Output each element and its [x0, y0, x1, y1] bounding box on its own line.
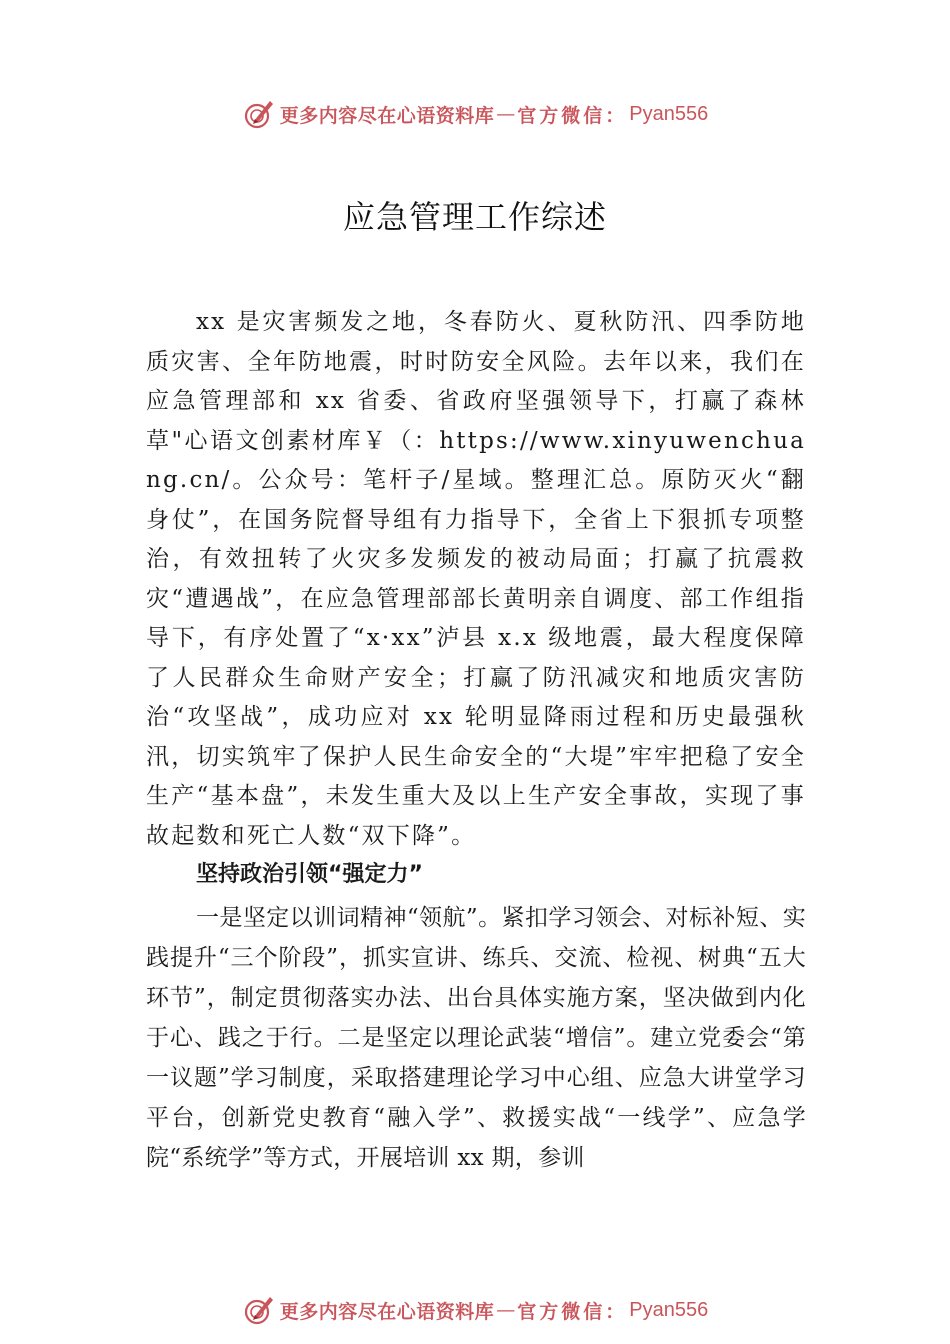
- footer-banner: [0, 1290, 950, 1330]
- section-heading: 坚持政治引领“强定力”: [196, 862, 423, 887]
- banner-text: 更多内容尽在心语资料库: [279, 104, 495, 127]
- document-title: 应急管理工作综述: [342, 198, 607, 236]
- banner-official-label: 官方微信：: [517, 1300, 628, 1323]
- intro-paragraph: xx 是灾害频发之地，冬春防火、夏秋防汛、四季防地质灾害、全年防地震，时时防安全风险。去年以来，我们在应急管理部和 xx 省委、省政府坚强领导下，打赢了森林草"心语文创素材库￥（：https://www.xinyuwenchuang.cn/。公众号：笔杆子/星域。整理汇总。原防灭火“翻身仗”，在国务院督导组有力指导下，全省上下狠抓专项整治，有效扭转了火灾多发频发的被动局面；打赢了抗震救灾“遭遇战”，在应急管理部部长黄明亲自调度、部工作组指导下，有序处置了“x·xx”泸县 x.x 级地震，最大程度保障了人民群众生命财产安全；打赢了防汛减灾和地质灾害防治“攻坚战”，成功应对 xx 轮明显降雨过程和历史最强秋汛，切实筑牢了保护人民生命安全的“大堤”牢牢把稳了安全生产“基本盘”，未发生重大及以上生产安全事故，实现了事故起数和死亡人数“双下降”。: [146, 309, 806, 849]
- quill-logo-icon: [242, 1293, 276, 1327]
- banner-dash: —: [496, 103, 516, 125]
- quill-logo-icon: [242, 97, 276, 131]
- section-paragraph: 一是坚定以训词精神“领航”。紧扣学习领会、对标补短、实践提升“三个阶段”，抓实宣讲、练兵、交流、检视、树典“五大环节”，制定贯彻落实办法、出台具体实施方案，坚决做到内化于心、践之于行。二是坚定以理论武装“增信”。建立党委会“第一议题”学习制度，采取搭建理论学习中心组、应急大讲堂学习平台，创新党史教育“融入学”、救援实战“一线学”、应急学院“系统学”等方式，开展培训 xx 期，参训: [146, 905, 806, 1171]
- banner-wechat-handle: Pyan556: [629, 102, 709, 125]
- header-banner: [0, 94, 950, 134]
- banner-wechat-handle: Pyan556: [629, 1298, 709, 1321]
- banner-text: 更多内容尽在心语资料库: [279, 1300, 495, 1323]
- banner-official-label: 官方微信：: [517, 104, 628, 127]
- banner-dash: —: [496, 1299, 516, 1321]
